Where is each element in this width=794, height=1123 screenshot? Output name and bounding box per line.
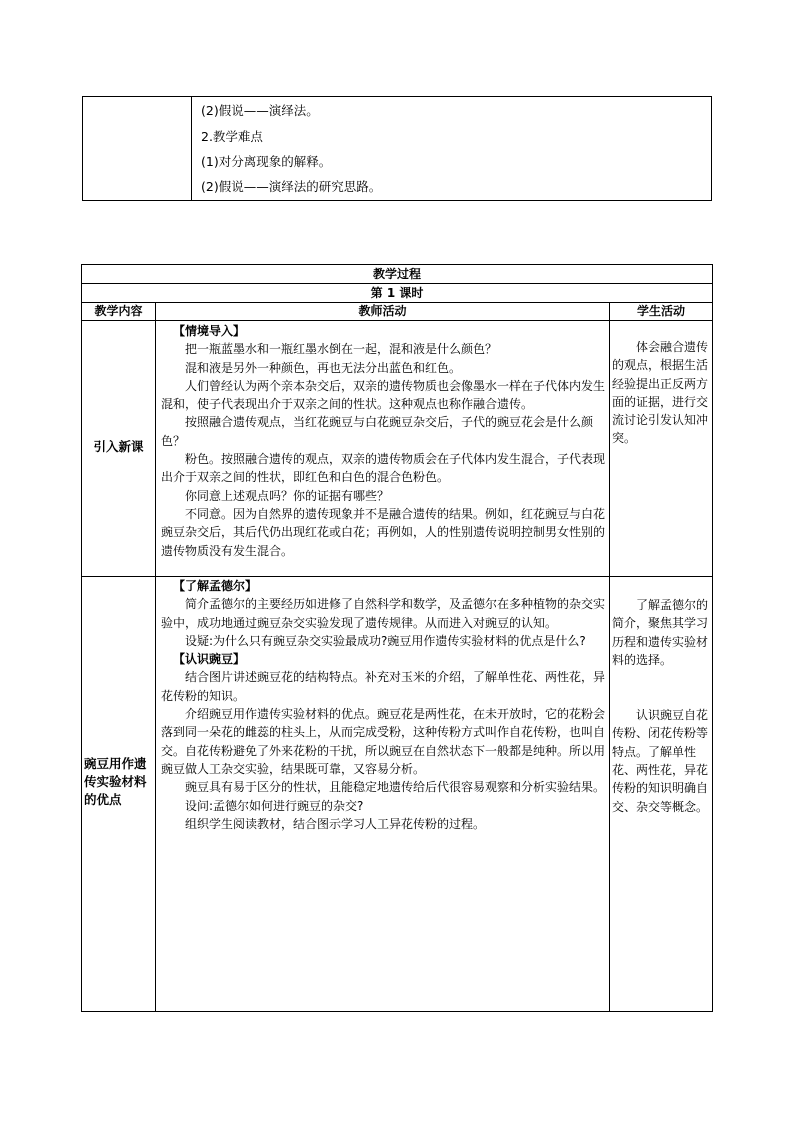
row-divider xyxy=(82,320,712,321)
column-header-teacher: 教师活动 xyxy=(358,304,407,318)
student-activity-paragraph: 认识豌豆自花传粉、闭花传粉等特点。了解单性花、两性花，异花传粉的知识明确自交、杂交等概念。 xyxy=(612,708,709,814)
activity-paragraph: 简介孟德尔的主要经历如进修了自然科学和数学，及孟德尔在多种植物的杂交实验中，成功地通过豌豆杂交实验发现了遗传规律。从而进入对豌豆的认知。 xyxy=(161,597,606,630)
student-activity-pea xyxy=(612,596,708,816)
section-label: 豌豆用作遗传实验材料的优点 xyxy=(84,756,147,807)
objectives-line: (2)假说——演绎法。 xyxy=(201,103,319,118)
objectives-line: (1)对分离现象的解释。 xyxy=(201,154,332,169)
student-activity-intro xyxy=(612,338,708,448)
column-divider xyxy=(609,302,610,1011)
student-activity-paragraph: 体会融合遗传的观点，根据生活经验提出正反两方面的证据，进行交流讨论引发认知冲突。 xyxy=(612,340,709,446)
objectives-label-cell xyxy=(83,97,192,200)
column-divider xyxy=(155,302,156,1011)
activity-paragraph: 豌豆具有易于区分的性状，且能稳定地遗传给后代很容易观察和分析实验结果。 xyxy=(185,780,606,795)
activity-paragraph: 按照融合遗传观点，当红花豌豆与白花豌豆杂交后，子代的豌豆花会是什么颜色？ xyxy=(161,415,594,448)
activity-paragraph: 人们曾经认为两个亲本杂交后，双亲的遗传物质也会像墨水一样在子代体内发生混和，使子代表现出介于双亲之间的性状。这种观点也称作融合遗传。 xyxy=(161,378,606,412)
activity-heading: 【情境导入】 xyxy=(173,324,246,338)
activity-heading: 【认识豌豆】 xyxy=(173,652,246,667)
activity-paragraph: 设疑:为什么只有豌豆杂交实验最成功?豌豆用作遗传实验材料的优点是什么? xyxy=(185,633,586,648)
activity-paragraph: 你同意上述观点吗？你的证据有哪些？ xyxy=(185,488,390,503)
activity-paragraph: 设问:孟德尔如何进行豌豆的杂交? xyxy=(185,798,364,813)
row-divider xyxy=(82,283,712,284)
objectives-line: (2)假说——演绎法的研究思路。 xyxy=(201,179,382,194)
teacher-activity-pea xyxy=(161,577,609,833)
activity-paragraph: 介绍豌豆用作遗传实验材料的优点。豌豆花是两性花，在未开放时，它的花粉会落到同一朵花的雌蕊的柱头上，从而完成受粉，这种传粉方式叫作自花传粉，也叫自交。自花传粉避免了外来花粉的干扰，所以豌豆在自然状态下一般都是纯种。所以用豌豆做人工杂交实验，结果既可靠，又容易分析。 xyxy=(161,707,606,776)
objectives-content-cell xyxy=(191,97,711,200)
period-label: 第 1 课时 xyxy=(370,286,424,300)
student-activity-paragraph: 了解孟德尔的简介，聚焦其学习历程和遗传实验材料的选择。 xyxy=(612,598,709,667)
column-header-content: 教学内容 xyxy=(94,304,143,318)
activity-paragraph: 粉色。按照融合遗传的观点，双亲的遗传物质会在子代体内发生混合，子代表现出介于双亲之间的性状，即红色和白色的混合色粉色。 xyxy=(161,452,606,485)
column-header-student: 学生活动 xyxy=(636,304,685,318)
table-title: 教学过程 xyxy=(372,267,421,281)
activity-paragraph: 组织学生阅读教材，结合图示学习人工异花传粉的过程。 xyxy=(185,816,486,831)
teacher-activity-intro xyxy=(161,322,609,560)
activity-paragraph: 混和液是另外一种颜色，再也无法分出蓝色和红色。 xyxy=(185,360,462,375)
activity-heading: 【了解孟德尔】 xyxy=(173,579,258,593)
activity-paragraph: 把一瓶蓝墨水和一瓶红墨水倒在一起，混和液是什么颜色？ xyxy=(185,342,498,357)
activity-paragraph: 不同意。因为自然界的遗传现象并不是融合遗传的结果。例如，红花豌豆与白花豌豆杂交后，其后代仍出现红花或白花；再例如，人的性别遗传说明控制男女性别的遗传物质没有发生混合。 xyxy=(161,506,606,558)
objectives-table xyxy=(82,96,712,201)
teaching-process-table xyxy=(81,264,713,1012)
activity-paragraph: 结合图片讲述豌豆花的结构特点。补充对玉米的介绍，了解单性花、两性花，异花传粉的知识。 xyxy=(161,670,606,703)
objectives-line: 2.教学难点 xyxy=(201,129,263,144)
section-label: 引入新课 xyxy=(93,439,144,454)
